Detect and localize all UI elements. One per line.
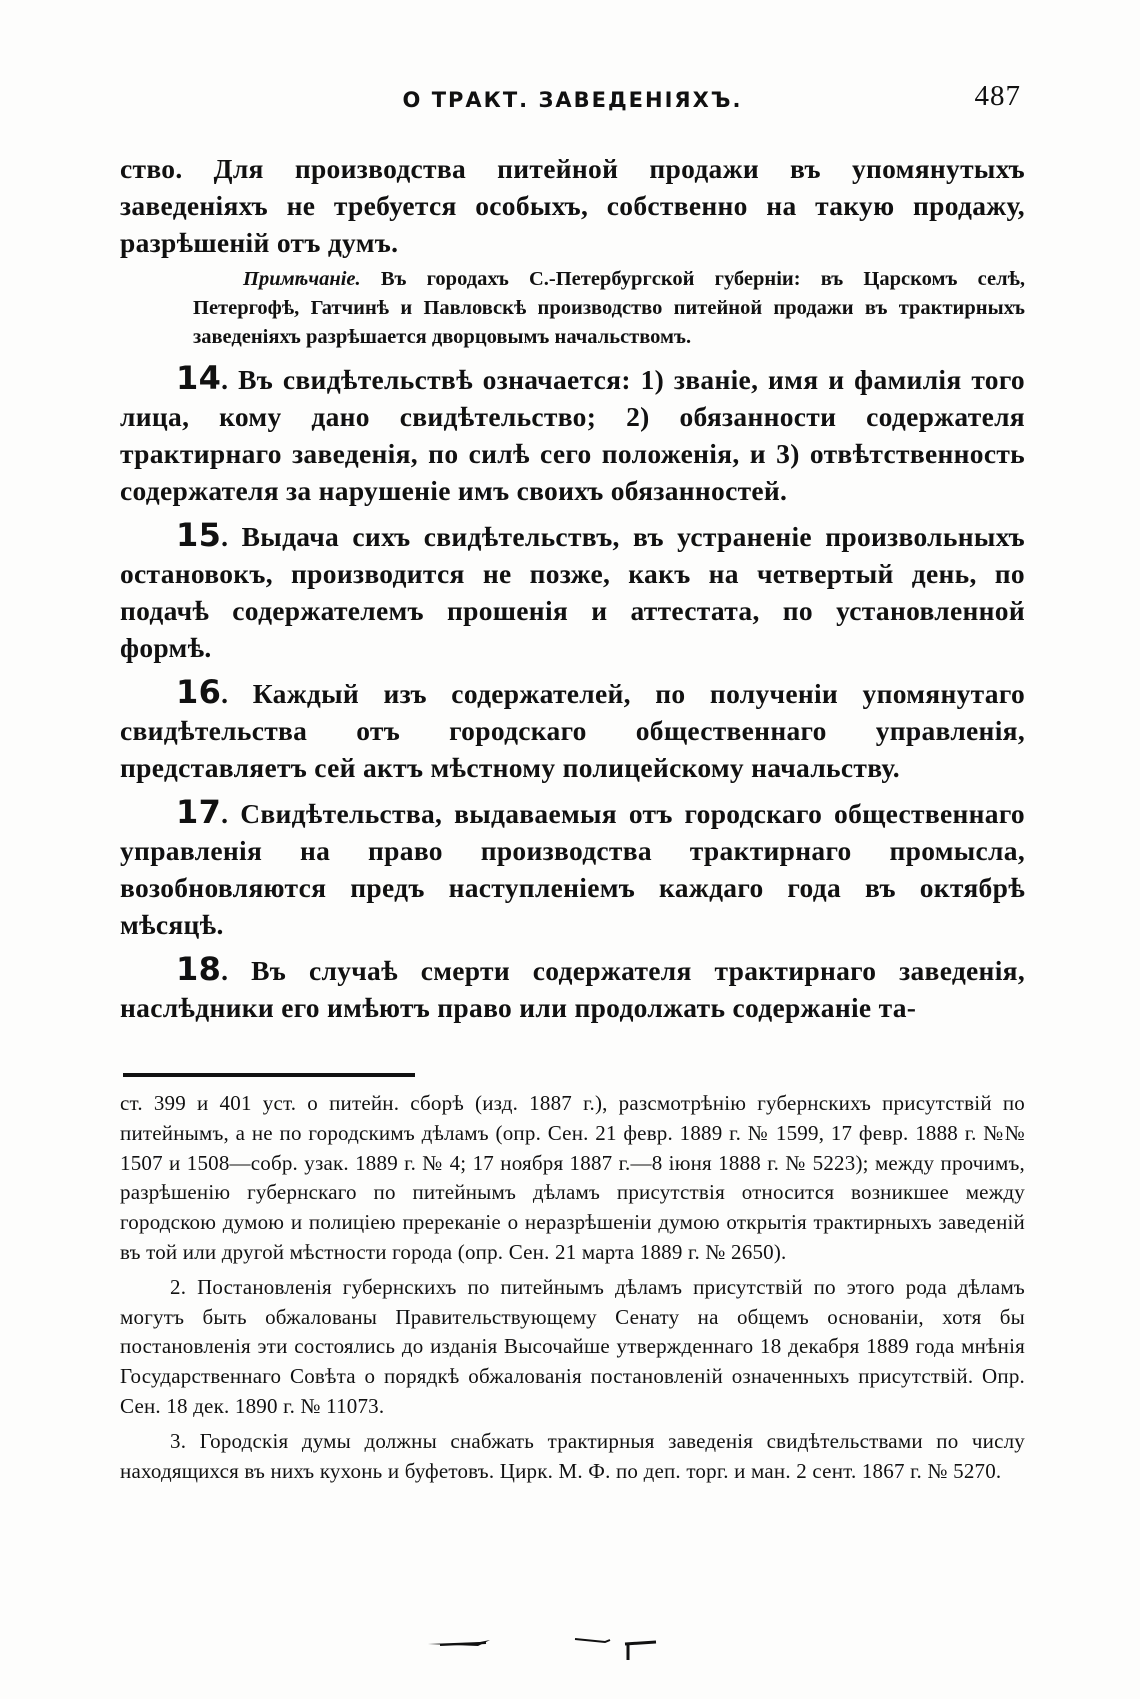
article-text: Каждый изъ содержателей, по полученіи упомянутаго свидѣтельства отъ городскаго общественнаго управленія, представляетъ сей актъ мѣстному полицейскому начальству. — [120, 678, 1025, 783]
article-text: Въ свидѣтельствѣ означается: 1) званіе, имя и фамилія того лица, кому дано свидѣтельство; 2) обязанности содержателя трактирнаго заведенія, по силѣ сего положенія, и 3) отвѣтственность содержателя за нарушеніе имъ своихъ обязанностей. — [120, 364, 1025, 506]
note-label: Примѣчаніе. — [243, 268, 361, 290]
article-text: Въ случаѣ смерти содержателя трактирнаго заведенія, наслѣдники его имѣютъ право или продолжать содержаніе та- — [120, 955, 1025, 1023]
footnote-item-3: 3. Городскія думы должны снабжать трактирныя заведенія свидѣтельствами по числу находящихся въ нихъ кухонь и буфетовъ. Цирк. М. Ф. по деп. торг. и ман. 2 сент. 1867 г. № 5270. — [120, 1428, 1025, 1483]
article-number: 15 — [176, 516, 222, 554]
article-17: 17. Свидѣтельства, выдаваемыя отъ городскаго общественнаго управленія на право производства трактирнаго промысла, возобновляются предъ наступленіемъ каждаго года въ октябрѣ мѣсяцѣ. — [120, 793, 1025, 940]
footnotes — [120, 1089, 1025, 1486]
note-text: Въ городахъ С.-Петербургской губерніи: въ Царскомъ селѣ, Петергофѣ, Гатчинѣ и Павловскѣ производство питейной продажи въ трактирныхъ заведеніяхъ разрѣшается дворцовымъ начальствомъ. — [193, 268, 1026, 348]
footnote-item-2: 2. Постановленія губернскихъ по питейнымъ дѣламъ присутствій по этого рода дѣламъ могутъ быть обжалованы Правительствующему Сенату на общемъ основаніи, хотя бы постановленія эти состоялись до изданія Высочайше утвержденнаго 18 декабря 1889 года мнѣнія Государственнаго Совѣта о порядкѣ обжалованія постановленій означенныхъ присутствій. Опр. Сен. 18 дек. 1890 г. № 11073. — [120, 1274, 1025, 1418]
article-16: 16. Каждый изъ содержателей, по полученіи упомянутаго свидѣтельства отъ городскаго общественнаго управленія, представляетъ сей актъ мѣстному полицейскому начальству. — [120, 673, 1025, 783]
bottom-ornament — [420, 1622, 710, 1662]
article-number: 16 — [176, 673, 222, 711]
page-number: 487 — [974, 80, 1021, 112]
note-paragraph — [193, 265, 1025, 352]
article-14: 14. Въ свидѣтельствѣ означается: 1) званіе, имя и фамилія того лица, кому дано свидѣтельство; 2) обязанности содержателя трактирнаго заведенія, по силѣ сего положенія, и 3) отвѣтственность содержателя за нарушеніе имъ своихъ обязанностей. — [120, 359, 1025, 506]
article-number: 18 — [176, 950, 222, 988]
main-text — [120, 150, 1025, 1026]
running-title: О ТРАКТ. ЗАВЕДЕНІЯХЪ. — [402, 88, 743, 112]
article-text: Выдача сихъ свидѣтельствъ, въ устраненіе произвольныхъ остановокъ, производится не позже, какъ на четвертый день, по подачѣ содержателемъ прошенія и аттестата, по установленной формѣ. — [120, 521, 1026, 663]
article-number: 17 — [176, 793, 222, 831]
article-text: Свидѣтельства, выдаваемыя отъ городскаго общественнаго управленія на право производства трактирнаго промысла, возобновляются предъ наступленіемъ каждаго года въ октябрѣ мѣсяцѣ. — [120, 798, 1025, 940]
article-18: 18. Въ случаѣ смерти содержателя трактирнаго заведенія, наслѣдники его имѣютъ право или продолжать содержаніе та- — [120, 950, 1025, 1023]
intro-paragraph: ство. Для производства питейной продажи въ упомянутыхъ заведеніяхъ не требуется особыхъ, собственно на такую продажу, разрѣшеній отъ думъ. — [120, 153, 1025, 258]
article-number: 14 — [176, 359, 222, 397]
running-header — [120, 80, 1025, 120]
footnote-rule — [123, 1073, 415, 1077]
article-15: 15. Выдача сихъ свидѣтельствъ, въ устраненіе произвольныхъ остановокъ, производится не позже, какъ на четвертый день, по подачѣ содержателемъ прошенія и аттестата, по установленной формѣ. — [120, 516, 1026, 663]
footnote-continuation: ст. 399 и 401 уст. о питейн. сборѣ (изд. 1887 г.), разсмотрѣнію губернскихъ присутствій по питейнымъ, а не по городскимъ дѣламъ (опр. Сен. 21 февр. 1889 г. № 1599, 17 февр. 1888 г. №№ 1507 и 1508—собр. узак. 1889 г. № 4; 17 ноября 1887 г.—8 іюня 1888 г. № 5223); между прочимъ, разрѣшенію губернскаго по питейнымъ дѣламъ присутствія относится возникшее между городскою думою и полиціею пререканіе о неразрѣшеніи думою открытія трактирныхъ заведеній въ той или другой мѣстности города (опр. Сен. 21 марта 1889 г. № 2650). — [120, 1091, 1025, 1264]
